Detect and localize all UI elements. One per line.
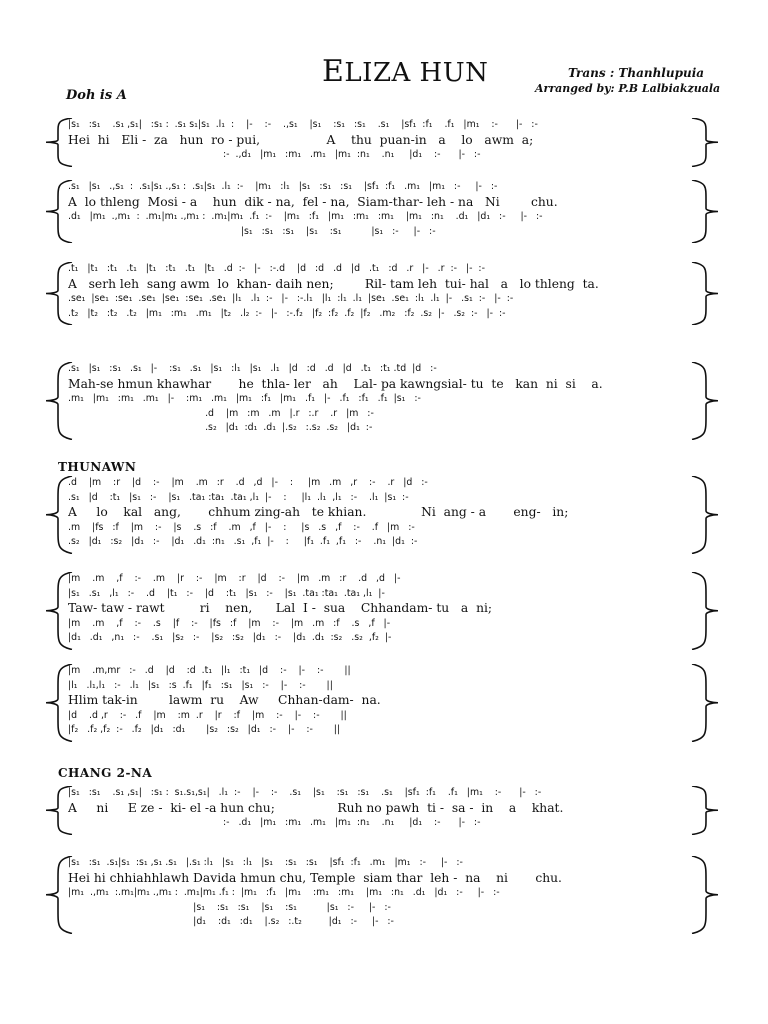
solfa-line: |m .m,mr :- .d |d :d .t₁ |l₁ :t₁ |d :- |- :- || [68, 665, 351, 676]
solfa-line: .t₁ |t₁ :t₁ .t₁ |t₁ :t₁ .t₁ |t₁ .d :- |- :-.d |d :d .d |d .t₁ :d .r |- .r :- |- :- [68, 263, 485, 274]
music-system [44, 180, 720, 243]
solfa-line: |m .m ,f :- .s |f :- |fs :f |m :- |m .m :f .s ,f |- [68, 617, 391, 629]
solfa-line: :- .d₁ |m₁ :m₁ .m₁ |m₁ :n₁ .n₁ |d₁ :- |- :- [68, 817, 481, 828]
solfa-line: .se₁ |se₁ :se₁ .se₁ |se₁ :se₁ .se₁ |l₁ .l₁ :- |- :-.l₁ |l₁ :l₁ .l₁ |se₁ .se₁ :l₁ .l₁ |- .s₁ :- |- :- [68, 293, 514, 304]
title-rest: LIZA HUN [344, 58, 489, 88]
right-brace-icon [690, 118, 720, 167]
key-signature: Doh is A [66, 88, 127, 103]
music-system [44, 262, 720, 325]
solfa-line: |f₂ .f₂ ,f₂ :- .f₂ |d₁ :d₁ |s₂ :s₂ |d₁ :- |- :- || [68, 724, 341, 735]
music-system [44, 362, 720, 440]
right-brace-icon [690, 262, 720, 325]
right-brace-icon [690, 476, 720, 554]
solfa-line: |m₁ .,m₁ :.m₁|m₁ .,m₁ : .m₁|m₁ .f₁ : |m₁ :f₁ |m₁ :m₁ :m₁ |m₁ :n₁ .d₁ |d₁ :- |- :- [68, 887, 500, 898]
solfa-line: |d₁ :d₁ :d₁ |.s₂ :.t₂ |d₁ :- |- :- [68, 916, 394, 927]
solfa-line: .s₁ |s₁ :s₁ .s₁ |- :s₁ .s₁ |s₁ :l₁ |s₁ .l₁ |d :d .d |d .t₁ :t₁ .td |d :- [68, 363, 437, 374]
lyric-line: A lo thleng Mosi - a hun dik - na, fel - na, Siam-thar- leh - na Ni chu. [68, 194, 558, 209]
lyric-line: Hei hi Eli - za hun ro - pui, A thu puan-in a lo awm a; [68, 132, 534, 147]
solfa-line: .d₁ |m₁ .,m₁ : .m₁|m₁ .,m₁ : .m₁|m₁ .f₁ :- |m₁ :f₁ |m₁ :m₁ :m₁ |m₁ :n₁ .d₁ |d₁ :- |- :- [68, 211, 543, 222]
music-system [44, 572, 720, 650]
lyric-line: A ni E ze - ki- el -a hun chu; Ruh no pawh ti - sa - in a khat. [68, 800, 564, 815]
solfa-line: :- .,d₁ |m₁ :m₁ .m₁ |m₁ :n₁ .n₁ |d₁ :- |- :- [68, 149, 481, 160]
solfa-line: |d₁ .d₁ ,n₁ :- .s₁ |s₂ :- |s₂ :s₂ |d₁ :- |d₁ .d₁ :s₂ .s₂ ,f₂ |- [68, 632, 392, 643]
solfa-line: |s₁ :s₁ .s₁|s₁ :s₁ ,s₁ .s₁ |.s₁ :l₁ |s₁ :l₁ |s₁ :s₁ :s₁ |sf₁ :f₁ .m₁ |m₁ :- |- :- [68, 857, 463, 868]
solfa-line: |s₁ .s₁ ,l₁ :- .d |t₁ :- |d :t₁ |s₁ :- |s₁ .ta₁ :ta₁ .ta₁ ,l₁ |- [68, 587, 385, 599]
lyric-line: Mah-se hmun khawhar he thla- ler ah Lal- pa kawngsial- tu te kan ni si a. [68, 376, 603, 391]
solfa-line: .s₁ |s₁ .,s₁ : .s₁|s₁ .,s₁ : .s₁|s₁ .l₁ :- |m₁ :l₁ |s₁ :s₁ :s₁ |sf₁ :f₁ .m₁ |m₁ :- |- :- [68, 181, 498, 192]
section-label-thunawn: THUNAWN [58, 460, 137, 474]
music-system [44, 118, 720, 167]
solfa-line: .s₂ |d₁ :s₂ |d₁ :- |d₁ .d₁ :n₁ .s₁ ,f₁ |- : |f₁ .f₁ ,f₁ :- .n₁ |d₁ :- [68, 536, 418, 547]
lyric-line: Hei hi chhiahhlawh Davida hmun chu, Temple siam thar leh - na ni chu. [68, 870, 562, 885]
solfa-line: |d .d ,r :- .f |m :m .r |r :f |m :- |- :- || [68, 709, 347, 721]
right-brace-icon [690, 362, 720, 440]
music-system [44, 786, 720, 835]
arranger-credit: Arranged by: P.B Lalbiakzuala [535, 82, 721, 95]
lyric-line: Hlim tak-in lawm ru Aw Chhan-dam- na. [68, 693, 381, 707]
solfa-line: .t₂ |t₂ :t₂ .t₂ |m₁ :m₁ .m₁ |t₂ .l₂ :- |- :-.f₂ |f₂ :f₂ .f₂ |f₂ .m₂ :f₂ .s₂ |- .s₂ :- |- :- [68, 307, 506, 319]
title-initial: E [322, 54, 345, 89]
right-brace-icon [690, 180, 720, 243]
solfa-line: |s₁ :s₁ :s₁ |s₁ :s₁ |s₁ :- |- :- [68, 225, 436, 237]
song-title [322, 54, 488, 89]
music-system [44, 476, 720, 554]
solfa-line: .s₁ |d :t₁ |s₁ :- |s₁ .ta₁ :ta₁ .ta₁ ,l₁ |- : |l₁ .l₁ ,l₁ :- .l₁ |s₁ :- [68, 491, 409, 503]
lyric-line: A lo kal ang, chhum zing-ah te khian. Ni ang - a eng- in; [68, 505, 569, 519]
music-system [44, 664, 720, 742]
solfa-line: |l₁ .l₁,l₁ :- .l₁ |s₁ :s .f₁ |f₁ :s₁ |s₁ :- |- :- || [68, 679, 333, 691]
solfa-line: |s₁ :s₁ .s₁ ,s₁| :s₁ : s₁.s₁,s₁| .l₁ :- |- :- .s₁ |s₁ :s₁ :s₁ .s₁ |sf₁ :f₁ .f₁ |m₁ :- |- :- [68, 787, 542, 798]
solfa-line: .s₂ |d₁ :d₁ .d₁ |.s₂ :.s₂ .s₂ |d₁ :- [68, 422, 373, 433]
right-brace-icon [690, 664, 720, 742]
solfa-line: .d |m :m .m |.r :.r .r |m :- [68, 407, 374, 419]
solfa-line: |s₁ :s₁ :s₁ |s₁ :s₁ |s₁ :- |- :- [68, 901, 391, 913]
solfa-line: |m .m ,f :- .m |r :- |m :r |d :- |m .m :r .d ,d |- [68, 573, 401, 584]
solfa-line: .d |m :r |d :- |m .m :r .d ,d |- : |m .m ,r :- .r |d :- [68, 477, 428, 488]
music-system [44, 856, 720, 934]
solfa-line: .m |fs :f |m :- |s .s :f .m ,f |- : |s .s ,f :- .f |m :- [68, 521, 415, 533]
translator-credit: Trans : Thanhlupuia [568, 66, 705, 80]
lyric-line: Taw- taw - rawt ri nen, Lal I - sua Chhandam- tu a ni; [68, 601, 493, 615]
lyric-line: A serh leh sang awm lo khan- daih nen; Ril- tam leh tui- hal a lo thleng ta. [68, 276, 599, 291]
solfa-line: |s₁ :s₁ .s₁ ,s₁| :s₁ : .s₁ s₁|s₁ .l₁ : |- :- .,s₁ |s₁ :s₁ :s₁ .s₁ |sf₁ :f₁ .f₁ |m₁ :- |- :- [68, 119, 538, 130]
right-brace-icon [690, 856, 720, 934]
solfa-line: .m₁ |m₁ :m₁ .m₁ |- :m₁ .m₁ |m₁ :f₁ |m₁ .f₁ |- .f₁ :f₁ .f₁ |s₁ :- [68, 393, 421, 404]
right-brace-icon [690, 786, 720, 835]
section-label-chang-2: CHANG 2-NA [58, 766, 153, 780]
right-brace-icon [690, 572, 720, 650]
